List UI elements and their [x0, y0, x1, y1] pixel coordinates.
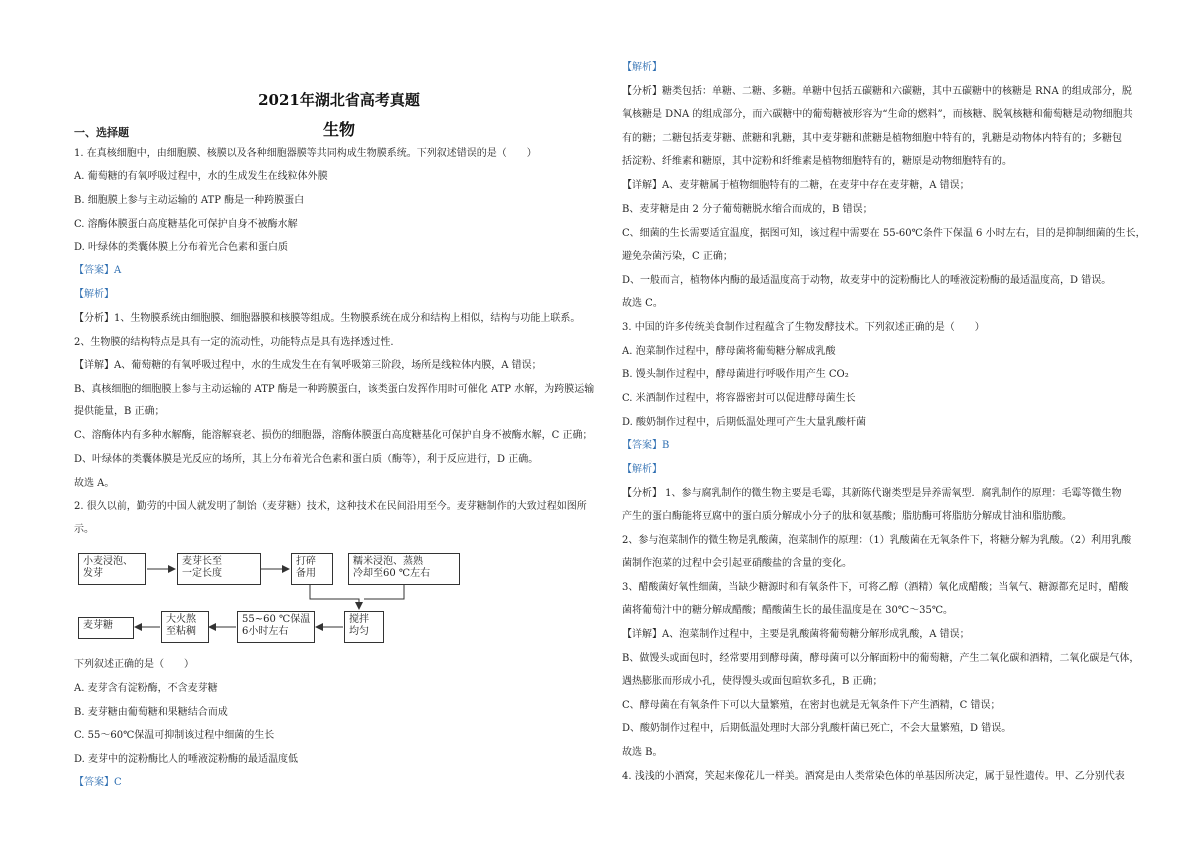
q1-detail-a: 【详解】A、葡萄糖的有氧呼吸过程中，水的生成发生在有氧呼吸第三阶段，场所是线粒体内膜，A 错误； — [74, 360, 542, 371]
q1-answer: 【答案】A — [74, 265, 122, 276]
q3-detail-b: B、做馒头或面包时，经常要用到酵母菌，酵母菌可以分解面粉中的葡萄糖，产生二氧化碳和酒精，二氧化碳是气体， — [622, 653, 1140, 664]
q3-option-a: A. 泡菜制作过程中，酵母菌将葡萄糖分解成乳酸 — [622, 346, 836, 357]
q2-conclusion: 故选 C。 — [622, 298, 663, 309]
q2-answer: 【答案】C — [74, 777, 122, 788]
q1-detail-c: C、溶酶体内有多种水解酶，能溶解衰老、损伤的细胞器，溶酶体膜蛋白高度糖基化可保护自身不被酶水解，C 正确； — [74, 430, 593, 441]
q1-option-c: C. 溶酶体膜蛋白高度糖基化可保护自身不被酶水解 — [74, 219, 298, 230]
question-4-stem: 4. 浅浅的小酒窝，笑起来像花儿一样美。酒窝是由人类常染色体的单基因所决定，属于显性遗传。甲、乙分别代表 — [622, 771, 1125, 782]
q3-analysis-1-cont: 产生的蛋白酶能将豆腐中的蛋白质分解成小分子的肽和氨基酸；脂肪酶可将脂肪分解成甘油和脂肪酸。 — [622, 511, 1072, 522]
diagram-box-malt-grow: 麦芽长至 一定长度 — [177, 553, 261, 585]
document-title: 2021年湖北省高考真题 — [258, 91, 420, 109]
q2-detail-d: D、一般而言，植物体内酶的最适温度高于动物，故麦芽中的淀粉酶比人的唾液淀粉酶的最适温度高，D 错误。 — [622, 275, 1112, 286]
section-heading: 一、选择题 — [74, 126, 129, 139]
q2-analysis-tag: 【解析】 — [622, 62, 662, 73]
q2-detail-c-cont: 避免杂菌污染，C 正确； — [622, 251, 733, 262]
q3-option-b: B. 馒头制作过程中，酵母菌进行呼吸作用产生 CO₂ — [622, 369, 849, 380]
diagram-box-stir: 搅拌 均匀 — [344, 611, 384, 643]
q2-analysis-1: 【分析】糖类包括：单糖、二糖、多糖。单糖中包括五碳糖和六碳糖，其中五碳糖中的核糖是 RNA 的组成部分，脱 — [622, 86, 1132, 97]
question-2-stem-cont: 示。 — [74, 524, 94, 535]
maltose-process-diagram — [74, 547, 574, 647]
q2-analysis-2: 氧核糖是 DNA 的组成部分，而六碳糖中的葡萄糖被形容为“生命的燃料”，而核糖、脱氧核糖和葡萄糖是动物细胞共 — [622, 109, 1133, 120]
question-3-stem: 3. 中国的许多传统美食制作过程蕴含了生物发酵技术。下列叙述正确的是（ ） — [622, 322, 985, 333]
q3-analysis-tag: 【解析】 — [622, 464, 662, 475]
q2-analysis-3: 有的糖；二糖包括麦芽糖、蔗糖和乳糖，其中麦芽糖和蔗糖是植物细胞中特有的，乳糖是动物体内特有的；多糖包 — [622, 133, 1122, 144]
q3-conclusion: 故选 B。 — [622, 747, 663, 758]
diagram-box-incubate: 55~60 ℃保温 6小时左右 — [237, 611, 315, 643]
q1-conclusion: 故选 A。 — [74, 478, 115, 489]
q1-option-a: A. 葡萄糖的有氧呼吸过程中，水的生成发生在线粒体外膜 — [74, 171, 328, 182]
q1-analysis-tag: 【解析】 — [74, 289, 114, 300]
q3-analysis-3-cont: 菌将葡萄汁中的糖分解成醋酸；醋酸菌生长的最佳温度是在 30℃～35℃。 — [622, 605, 954, 616]
diagram-box-glutinous-rice: 糯米浸泡、蒸熟 冷却至60 ℃左右 — [348, 553, 460, 585]
q2-option-a: A. 麦芽含有淀粉酶，不含麦芽糖 — [74, 683, 218, 694]
q2-analysis-4: 括淀粉、纤维素和糖原，其中淀粉和纤维素是植物细胞特有的，糖原是动物细胞特有的。 — [622, 156, 1012, 167]
subject-title: 生物 — [322, 120, 355, 139]
q3-analysis-2-cont: 菌制作泡菜的过程中会引起亚硝酸盐的含量的变化。 — [622, 558, 852, 569]
q1-analysis-2: 2、生物膜的结构特点是具有一定的流动性，功能特点是具有选择透过性. — [74, 337, 394, 348]
diagram-box-boil: 大火熬 至粘稠 — [161, 611, 209, 643]
q2-option-b: B. 麦芽糖由葡萄糖和果糖结合而成 — [74, 707, 228, 718]
q1-option-b: B. 细胞膜上参与主动运输的 ATP 酶是一种跨膜蛋白 — [74, 195, 305, 206]
q3-option-d: D. 酸奶制作过程中，后期低温处理可产生大量乳酸杆菌 — [622, 417, 867, 428]
q1-detail-b: B、真核细胞的细胞膜上参与主动运输的 ATP 酶是一种跨膜蛋白，该类蛋白发挥作用时可催化 ATP 水解，为跨膜运输 — [74, 384, 595, 395]
q3-detail-b-cont: 遇热膨胀而形成小孔，使得馒头或面包暄软多孔，B 正确； — [622, 676, 883, 687]
q1-analysis-1: 【分析】1、生物膜系统由细胞膜、细胞器膜和核膜等组成。生物膜系统在成分和结构上相似，结构与功能上联系。 — [74, 313, 581, 324]
question-2-stem: 2. 很久以前，勤劳的中国人就发明了制饴（麦芽糖）技术，这种技术在民间沿用至今。麦芽糖制作的大致过程如图所 — [74, 501, 587, 512]
q2-option-d: D. 麦芽中的淀粉酶比人的唾液淀粉酶的最适温度低 — [74, 754, 299, 765]
diagram-box-crush: 打碎 备用 — [291, 553, 333, 585]
question-1-stem: 1. 在真核细胞中，由细胞膜、核膜以及各种细胞器膜等共同构成生物膜系统。下列叙述错误的是（ ） — [74, 148, 537, 159]
q3-analysis-2: 2、参与泡菜制作的微生物是乳酸菌，泡菜制作的原理：（1）乳酸菌在无氧条件下，将糖分解为乳酸。（2）利用乳酸 — [622, 535, 1132, 546]
q1-detail-b-cont: 提供能量，B 正确； — [74, 406, 165, 417]
q3-detail-c: C、酵母菌在有氧条件下可以大量繁殖，在密封也就是无氧条件下产生酒精，C 错误； — [622, 700, 1001, 711]
q3-analysis-3: 3、醋酸菌好氧性细菌，当缺少糖源时和有氧条件下，可将乙醇（酒精）氧化成醋酸；当氧气、糖源都充足时，醋酸 — [622, 582, 1129, 593]
diagram-box-maltose: 麦芽糖 — [78, 617, 134, 639]
q3-detail-d: D、酸奶制作过程中，后期低温处理时大部分乳酸杆菌已死亡，不会大量繁殖，D 错误。 — [622, 723, 1012, 734]
q1-detail-d: D、叶绿体的类囊体膜是光反应的场所，其上分布着光合色素和蛋白质（酶等），利于反应进行，D 正确。 — [74, 454, 539, 465]
q2-detail-a: 【详解】A、麦芽糖属于植物细胞特有的二糖，在麦芽中存在麦芽糖，A 错误； — [622, 180, 970, 191]
q3-detail-a: 【详解】A、泡菜制作过程中，主要是乳酸菌将葡萄糖分解形成乳酸，A 错误； — [622, 629, 970, 640]
diagram-box-soak-wheat: 小麦浸泡、 发芽 — [78, 553, 146, 585]
q3-analysis-1: 【分析】 1、参与腐乳制作的微生物主要是毛霉，其新陈代谢类型是异养需氧型．腐乳制作的原理：毛霉等微生物 — [622, 488, 1122, 499]
q3-answer: 【答案】B — [622, 440, 670, 451]
q1-option-d: D. 叶绿体的类囊体膜上分布着光合色素和蛋白质 — [74, 242, 289, 253]
q2-detail-c: C、细菌的生长需要适宜温度，据图可知，该过程中需要在 55-60℃条件下保温 6 小时左右，目的是抑制细菌的生长， — [622, 228, 1146, 239]
q3-option-c: C. 米酒制作过程中，将容器密封可以促进酵母菌生长 — [622, 393, 856, 404]
q2-prompt: 下列叙述正确的是（ ） — [74, 659, 194, 670]
q2-detail-b: B、麦芽糖是由 2 分子葡萄糖脱水缩合而成的，B 错误； — [622, 204, 873, 215]
q2-option-c: C. 55～60℃保温可抑制该过程中细菌的生长 — [74, 730, 275, 741]
